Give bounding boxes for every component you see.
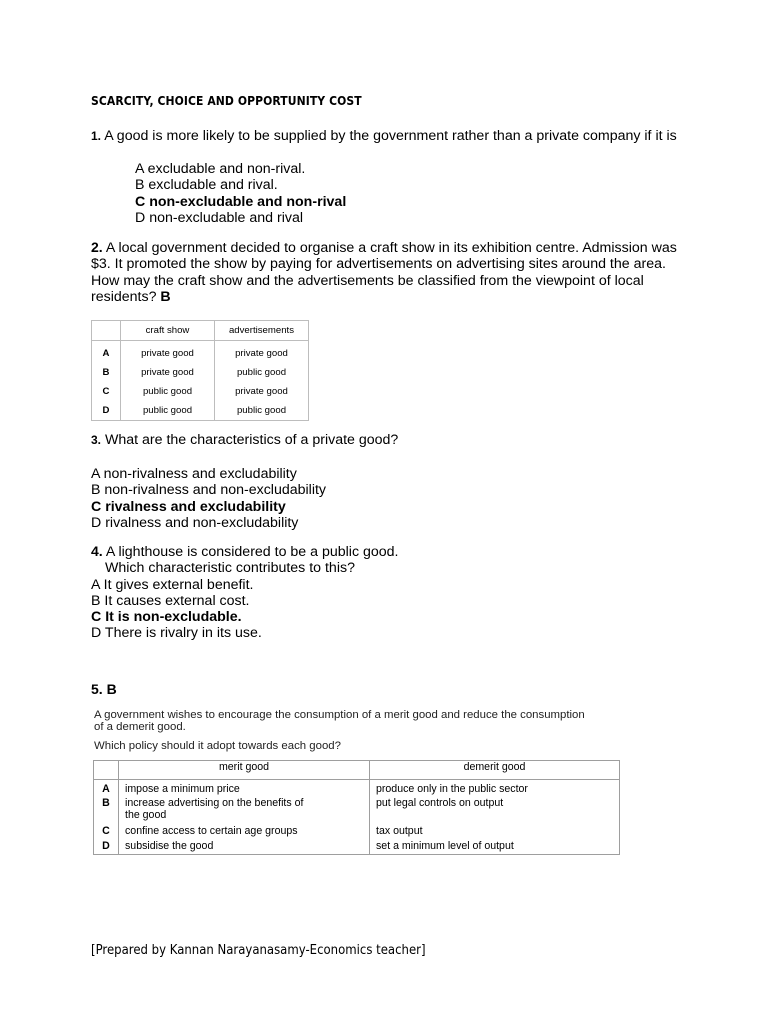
table-row [92,382,309,401]
cell: public good [215,401,309,421]
question-2-line-2: $3. It promoted the show by paying for advertisements on advertising sites around the area. [91,256,666,273]
cell [119,797,370,823]
table-header-merit-good: merit good [119,761,370,780]
table-row [94,780,620,798]
question-2-number: 2. [91,239,103,255]
table-row [92,363,309,382]
row-label: A [92,341,121,364]
question-1-options [135,161,346,226]
question-5-text-1: A government wishes to encourage the consumption of a merit good and reduce the consumption [94,709,585,721]
cell-line: the good [125,809,167,821]
question-3-number: 3. [91,433,102,447]
table-row [92,401,309,421]
footer-credit: [Prepared by Kannan Narayanasamy-Economics teacher] [91,943,426,958]
cell: private good [121,363,215,382]
question-4-text-2: Which characteristic contributes to this? [105,560,355,577]
option-d: D rivalness and non-excludability [91,514,299,531]
cell: impose a minimum price [119,780,370,798]
question-3-options [91,466,326,531]
question-5-table [93,760,620,855]
option-c-answer: C It is non-excludable. [91,609,242,626]
question-2 [91,239,677,305]
cell: subsidise the good [119,840,370,855]
row-label: C [94,823,119,840]
question-5-ask: Which policy should it adopt towards each good? [94,740,341,752]
cell: public good [121,382,215,401]
table-header-craft-show: craft show [121,321,215,341]
table-row [94,797,620,823]
cell: tax output [370,823,620,840]
table-header-advertisements: advertisements [215,321,309,341]
cell: put legal controls on output [370,797,620,823]
row-label: B [92,363,121,382]
page-title: SCARCITY, CHOICE AND OPPORTUNITY COST [91,94,362,108]
cell: set a minimum level of output [370,840,620,855]
cell: private good [215,341,309,364]
table-header-blank [92,321,121,341]
option-a: A excludable and non-rival. [135,161,306,177]
cell: private good [121,341,215,364]
question-2-line-3: How may the craft show and the advertisements be classified from the viewpoint of local [91,272,644,289]
question-3 [91,432,398,448]
option-c-answer: C non-excludable and non-rival [135,193,347,210]
cell: confine access to certain age groups [119,823,370,840]
question-2-line-1: A local government decided to organise a craft show in its exhibition centre. Admission was [105,240,677,256]
table-header-demerit-good: demerit good [370,761,620,780]
option-b: B excludable and rival. [135,177,278,194]
option-c-answer: C rivalness and excludability [91,498,286,515]
question-3-text: What are the characteristics of a private good? [104,432,399,448]
cell-line: increase advertising on the benefits of [125,797,304,809]
question-1-text: A good is more likely to be supplied by the government rather than a private company if it is [104,128,677,144]
option-b: B It causes external cost. [91,592,250,609]
question-5-heading: 5. B [91,681,117,697]
question-4-text: A lighthouse is considered to be a public good. [105,544,399,560]
table-row [92,341,309,364]
question-4 [91,543,398,642]
option-a: A It gives external benefit. [91,576,254,593]
question-5-text-2: of a demerit good. [94,720,186,733]
question-4-number: 4. [91,543,103,559]
question-2-answer: B [160,288,171,305]
option-d: D There is rivalry in its use. [91,625,262,642]
table-row [94,823,620,840]
cell: public good [121,401,215,421]
table-row [94,840,620,855]
question-1 [91,128,677,144]
question-5-text [94,710,585,733]
row-label: B [94,797,119,823]
question-2-table [91,320,309,421]
option-a: A non-rivalness and excludability [91,466,297,482]
cell: public good [215,363,309,382]
cell: private good [215,382,309,401]
row-label: C [92,382,121,401]
row-label: D [94,840,119,855]
row-label: D [92,401,121,421]
question-1-number: 1. [91,129,102,143]
option-d: D non-excludable and rival [135,209,303,226]
row-label: A [94,780,119,798]
cell: produce only in the public sector [370,780,620,798]
question-2-line-4: residents? [91,288,157,305]
table-header-blank [94,761,119,780]
option-b: B non-rivalness and non-excludability [91,482,327,499]
